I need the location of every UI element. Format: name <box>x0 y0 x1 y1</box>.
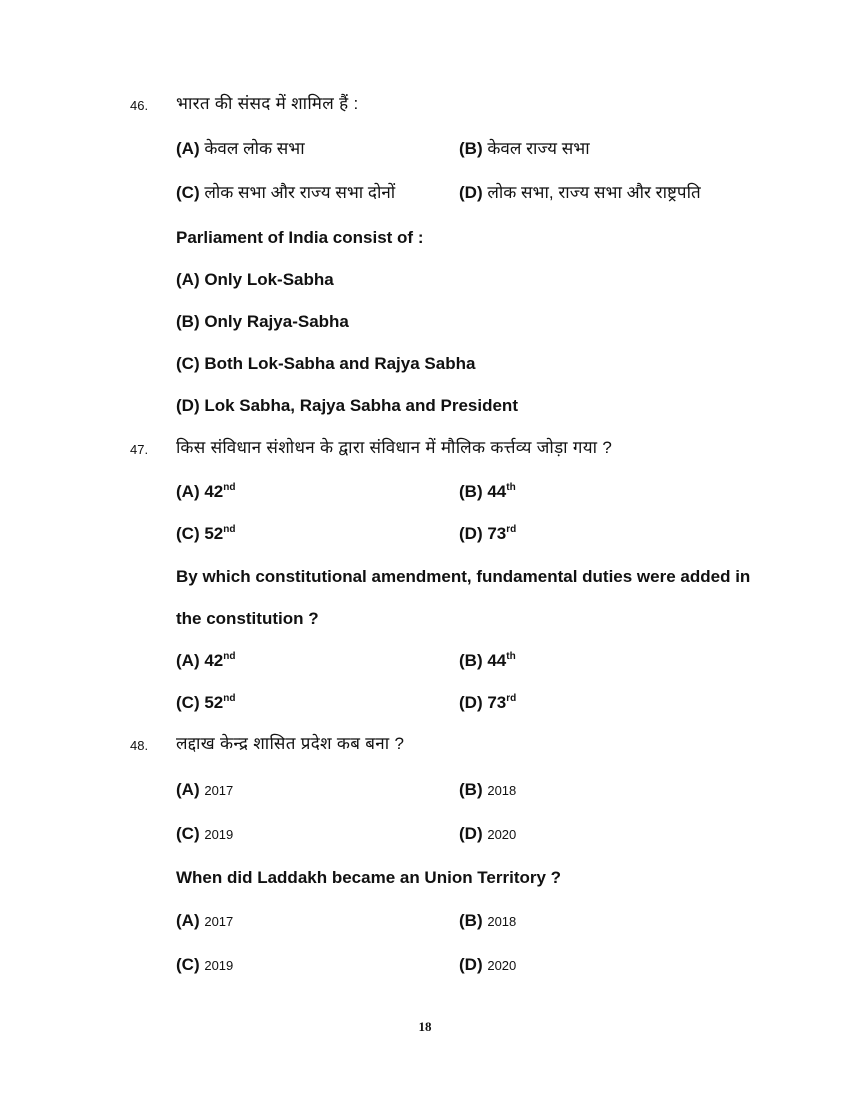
option-label: (D) <box>459 693 483 712</box>
q47-option-c <box>176 523 235 545</box>
option-suffix: rd <box>506 524 517 535</box>
q46-hindi-option-d <box>459 182 701 204</box>
option-suffix: nd <box>223 482 236 493</box>
option-label: (B) <box>459 911 483 930</box>
option-number: 44 <box>487 651 507 670</box>
question-48-hindi: लद्दाख केन्द्र शासित प्रदेश कब बना ? <box>176 734 405 753</box>
question-46-english: Parliament of India consist of : <box>176 228 424 247</box>
option-label: (D) <box>459 824 483 843</box>
q46-english-option-b: (B) Only Rajya-Sabha <box>176 312 349 331</box>
option-label: (C) <box>176 524 200 543</box>
q48-hindi-option-b <box>459 779 516 802</box>
option-text: केवल राज्य सभा <box>487 139 590 158</box>
option-number: 42 <box>204 651 224 670</box>
q47-english-option-b <box>459 650 516 672</box>
q47-english-option-c <box>176 692 235 714</box>
option-number: 73 <box>487 524 507 543</box>
option-label: (C) <box>176 955 200 974</box>
option-text: लोक सभा, राज्य सभा और राष्ट्रपति <box>487 183 701 202</box>
option-value: 2018 <box>487 783 517 798</box>
q46-hindi-option-a <box>176 138 305 160</box>
question-47-hindi: किस संविधान संशोधन के द्वारा संविधान में मौलिक कर्त्तव्य जोड़ा गया ? <box>176 438 613 457</box>
option-label: (D) <box>459 955 483 974</box>
q48-english-option-c <box>176 954 233 977</box>
q46-english-option-d: (D) Lok Sabha, Rajya Sabha and President <box>176 396 518 415</box>
q47-english-option-d <box>459 692 516 714</box>
option-text: केवल लोक सभा <box>204 139 305 158</box>
option-number: 44 <box>487 482 507 501</box>
option-suffix: nd <box>223 693 236 704</box>
option-label: (A) <box>176 911 200 930</box>
option-label: (D) <box>459 524 483 543</box>
option-value: 2020 <box>487 827 517 842</box>
option-label: (C) <box>176 693 200 712</box>
option-suffix: rd <box>506 693 517 704</box>
option-suffix: nd <box>223 524 236 535</box>
option-label: (D) <box>459 183 483 202</box>
option-suffix: th <box>506 482 516 493</box>
q46-hindi-option-b <box>459 138 590 160</box>
page-number: 18 <box>418 1019 432 1034</box>
q48-english-option-b <box>459 910 516 933</box>
q47-option-d <box>459 523 516 545</box>
option-label: (B) <box>459 780 483 799</box>
option-number: 52 <box>204 693 224 712</box>
q46-hindi-option-c <box>176 182 395 204</box>
option-text: लोक सभा और राज्य सभा दोनों <box>204 183 396 202</box>
question-48-english: When did Laddakh became an Union Territory ? <box>176 868 562 887</box>
option-label: (A) <box>176 780 200 799</box>
option-value: 2020 <box>487 958 517 973</box>
q46-english-option-a: (A) Only Lok-Sabha <box>176 270 334 289</box>
q48-hindi-option-d <box>459 823 516 846</box>
option-label: (C) <box>176 183 200 202</box>
option-value: 2019 <box>204 827 234 842</box>
q47-option-a <box>176 481 235 503</box>
q48-hindi-option-a <box>176 779 233 802</box>
option-label: (B) <box>459 139 483 158</box>
question-48-number: 48. <box>130 738 149 753</box>
question-47-english-line2: the constitution ? <box>176 609 319 628</box>
question-47-number: 47. <box>130 442 149 457</box>
option-value: 2017 <box>204 783 234 798</box>
q48-english-option-a <box>176 910 233 933</box>
option-value: 2017 <box>204 914 234 929</box>
q47-option-b <box>459 481 516 503</box>
q47-english-option-a <box>176 650 235 672</box>
option-label: (A) <box>176 651 200 670</box>
option-number: 42 <box>204 482 224 501</box>
option-value: 2018 <box>487 914 517 929</box>
question-47-english-line1: By which constitutional amendment, fundamental duties were added in <box>176 567 751 586</box>
option-number: 73 <box>487 693 507 712</box>
question-46-hindi: भारत की संसद में शामिल हैं : <box>176 94 359 113</box>
question-46-number: 46. <box>130 98 149 113</box>
option-label: (B) <box>459 482 483 501</box>
option-label: (C) <box>176 824 200 843</box>
q48-english-option-d <box>459 954 516 977</box>
option-suffix: nd <box>223 651 236 662</box>
option-label: (A) <box>176 482 200 501</box>
option-label: (B) <box>459 651 483 670</box>
option-label: (A) <box>176 139 200 158</box>
q46-english-option-c: (C) Both Lok-Sabha and Rajya Sabha <box>176 354 476 373</box>
q48-hindi-option-c <box>176 823 233 846</box>
option-suffix: th <box>506 651 516 662</box>
option-number: 52 <box>204 524 224 543</box>
option-value: 2019 <box>204 958 234 973</box>
